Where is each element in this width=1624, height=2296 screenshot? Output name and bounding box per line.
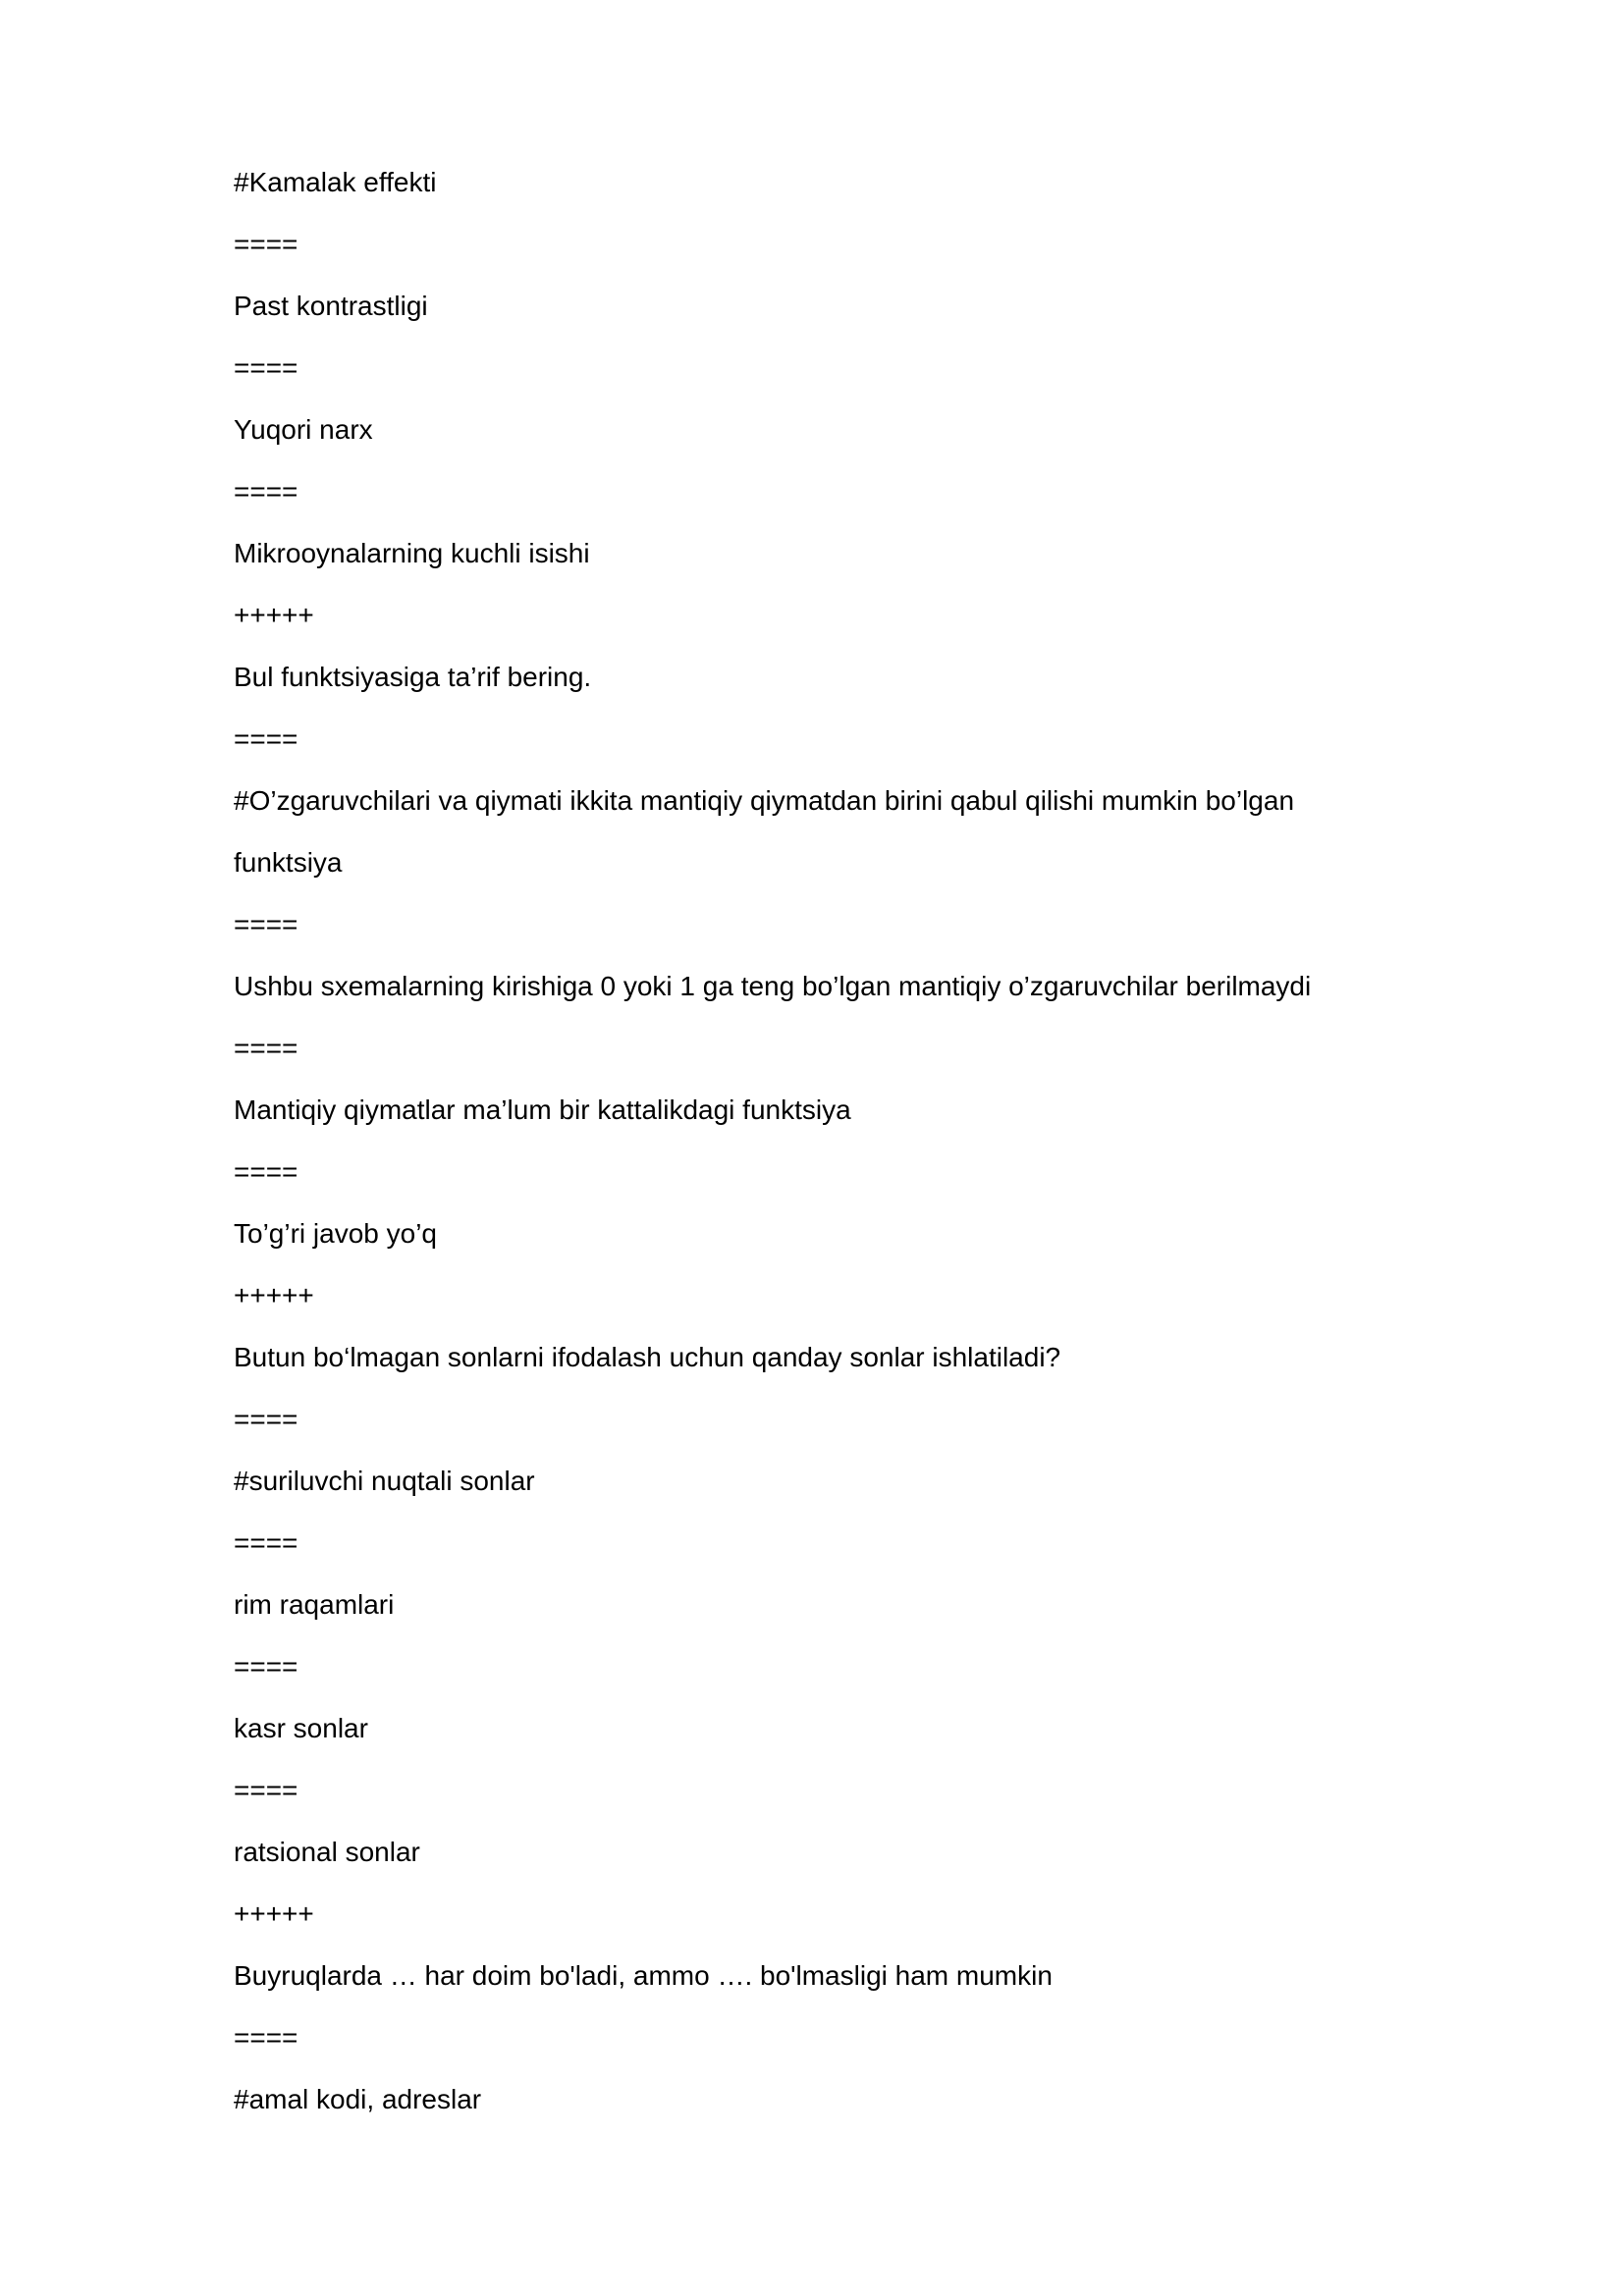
option-separator: ==== bbox=[234, 1775, 298, 1805]
option-separator: ==== bbox=[234, 1033, 298, 1063]
answer-option: kasr sonlar bbox=[234, 1713, 368, 1743]
answer-option: Mantiqiy qiymatlar ma’lum bir kattalikdagi funktsiya bbox=[234, 1095, 851, 1125]
answer-option: Past kontrastligi bbox=[234, 291, 428, 321]
question-text: Buyruqlarda … har doim bo'ladi, ammo …. bo'lmasligi ham mumkin bbox=[234, 1960, 1053, 1991]
question-separator: +++++ bbox=[234, 1280, 314, 1310]
option-separator: ==== bbox=[234, 229, 298, 259]
option-separator: ==== bbox=[234, 1651, 298, 1682]
answer-option: #Kamalak effekti bbox=[234, 167, 437, 197]
option-separator: ==== bbox=[234, 352, 298, 383]
answer-option: Mikrooynalarning kuchli isishi bbox=[234, 538, 590, 568]
option-separator: ==== bbox=[234, 1156, 298, 1187]
answer-option: Yuqori narx bbox=[234, 414, 373, 445]
document-body bbox=[234, 151, 1392, 2130]
question-text: Bul funktsiyasiga ta’rif bering. bbox=[234, 662, 592, 692]
question-separator: +++++ bbox=[234, 600, 314, 630]
answer-option: Ushbu sxemalarning kirishiga 0 yoki 1 ga teng bo’lgan mantiqiy o’zgaruvchilar berilmaydi bbox=[234, 971, 1312, 1001]
option-separator: ==== bbox=[234, 909, 298, 939]
option-separator: ==== bbox=[234, 2022, 298, 2053]
answer-option: rim raqamlari bbox=[234, 1589, 395, 1620]
option-separator: ==== bbox=[234, 476, 298, 507]
answer-option: #O’zgaruvchilari va qiymati ikkita mantiqiy qiymatdan birini qabul qilishi mumkin bo’lgan funktsiya bbox=[234, 785, 1295, 878]
answer-option: ratsional sonlar bbox=[234, 1837, 420, 1867]
answer-option: To’g’ri javob yo’q bbox=[234, 1218, 437, 1249]
option-separator: ==== bbox=[234, 1527, 298, 1558]
option-separator: ==== bbox=[234, 1404, 298, 1434]
question-separator: +++++ bbox=[234, 1898, 314, 1929]
question-text: Butun bo‘lmagan sonlarni ifodalash uchun qanday sonlar ishlatiladi? bbox=[234, 1342, 1061, 1372]
answer-option: #amal kodi, adreslar bbox=[234, 2084, 482, 2114]
answer-option: #suriluvchi nuqtali sonlar bbox=[234, 1466, 535, 1496]
option-separator: ==== bbox=[234, 723, 298, 754]
